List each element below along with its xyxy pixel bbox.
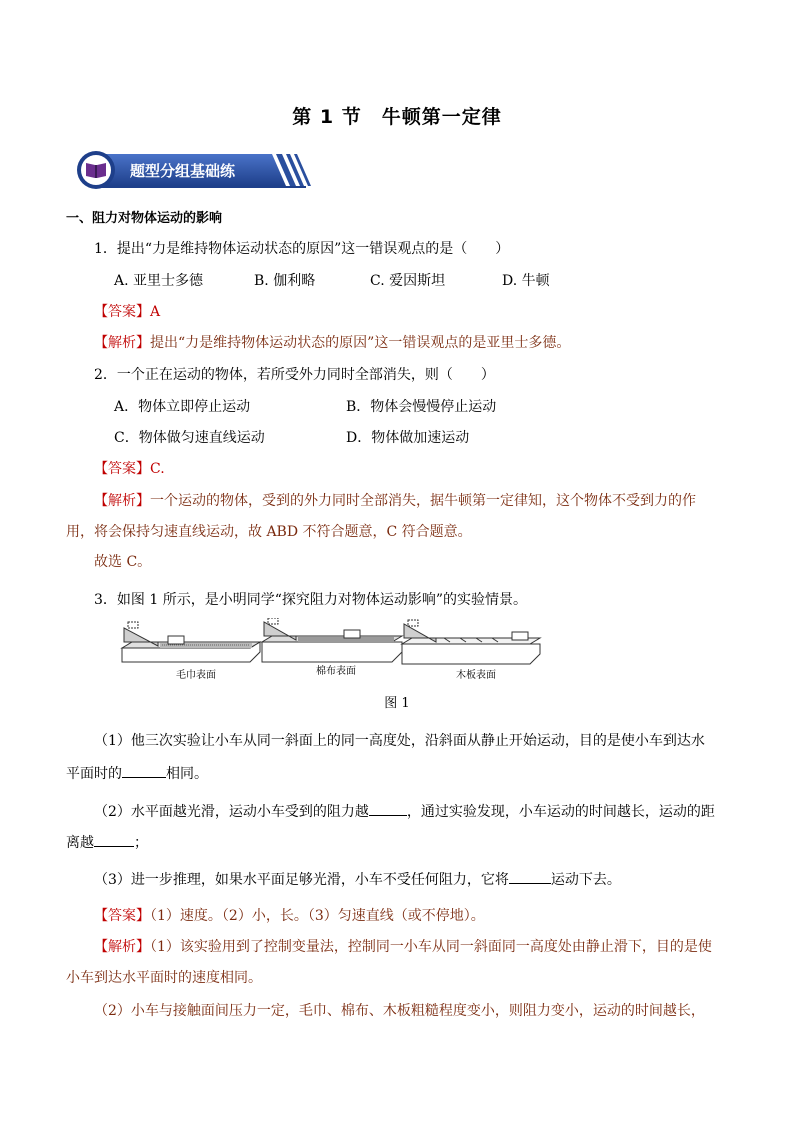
q1-option-a: A. 亚里士多德	[114, 273, 204, 289]
figure-label-wood: 木板表面	[456, 670, 496, 681]
analysis-tag: 【解析】	[94, 939, 150, 955]
q3-analysis-line1	[94, 936, 712, 956]
q3-stem: 3．如图 1 所示，是小明同学“探究阻力对物体运动影响”的实验情景。	[94, 592, 528, 608]
section-heading: 一、阻力对物体运动的影响	[66, 211, 223, 226]
book-icon	[86, 163, 106, 178]
text-segment: ；	[134, 835, 148, 851]
answer-tag: 【答案】	[94, 908, 150, 924]
q3-sub3	[94, 869, 621, 889]
page-title: 第 1 节 牛顿第一定律	[292, 106, 502, 128]
fill-blank[interactable]	[94, 834, 134, 847]
q1-answer	[94, 301, 160, 321]
answer-value: （1）速度。（2）小，长。（3）匀速直线（或不停地）。	[150, 908, 485, 924]
answer-value: A	[150, 304, 161, 320]
fill-blank[interactable]	[509, 871, 551, 884]
q3-sub1-line2	[66, 763, 208, 783]
q2-option-c: C．物体做匀速直线运动	[114, 430, 265, 446]
q1-option-b: B. 伽利略	[254, 273, 316, 289]
q3-answer	[94, 905, 485, 925]
q3-analysis-line2: 小车到达水平面时的速度相同。	[66, 970, 262, 986]
q1-analysis	[94, 332, 570, 352]
q3-sub2-line2	[66, 832, 148, 852]
answer-tag: 【答案】	[94, 461, 150, 477]
text-segment: 离越	[66, 835, 94, 851]
answer-value: C.	[150, 461, 165, 477]
q2-answer	[94, 458, 165, 478]
answer-tag: 【答案】	[94, 304, 150, 320]
figure-label-towel: 毛巾表面	[176, 670, 216, 681]
q1-option-c: C. 爱因斯坦	[370, 273, 446, 289]
fill-blank[interactable]	[122, 765, 166, 778]
q1-option-d: D. 牛顿	[502, 273, 550, 289]
q2-option-d: D．物体做加速运动	[346, 430, 470, 446]
text-segment: （2）水平面越光滑，运动小车受到的阻力越	[94, 804, 369, 820]
section-banner	[76, 150, 312, 190]
fill-blank[interactable]	[369, 803, 407, 816]
banner-label: 题型分组基础练	[130, 162, 236, 180]
text-segment: 平面时的	[66, 766, 122, 782]
figure-caption: 图 1	[384, 696, 410, 711]
q3-analysis-line3: （2）小车与接触面间压力一定，毛巾、棉布、木板粗糙程度变小，则阻力变小，运动的时间越长，	[94, 1003, 705, 1019]
q2-option-b: B．物体会慢慢停止运动	[346, 399, 497, 415]
q2-option-a: A．物体立即停止运动	[114, 399, 251, 415]
figure-label-cotton: 棉布表面	[316, 666, 356, 677]
q2-stem: 2．一个正在运动的物体，若所受外力同时全部消失，则（ ）	[94, 367, 495, 383]
text-segment: 运动下去。	[550, 872, 621, 888]
text-segment: 相同。	[166, 766, 208, 782]
q1-stem: 1．提出“力是维持物体运动状态的原因”这一错误观点的是（ ）	[94, 241, 510, 257]
q2-analysis-line1	[94, 490, 696, 510]
cotton-surface-panel	[262, 618, 402, 662]
text-segment: ，通过实验发现，小车运动的时间越长，运动的距	[406, 804, 715, 820]
q2-conclusion: 故选 C。	[94, 554, 152, 570]
wood-surface-panel	[402, 620, 540, 664]
q3-sub2-line1	[94, 801, 715, 821]
analysis-tag: 【解析】	[94, 335, 150, 351]
towel-surface-panel	[122, 622, 260, 662]
analysis-text: （1）该实验用到了控制变量法，控制同一小车从同一斜面同一高度处由静止滑下，目的是使	[150, 939, 712, 955]
q3-sub1-line1: （1）他三次实验让小车从同一斜面上的同一高度处，沿斜面从静止开始运动，目的是使小车到达水	[94, 733, 705, 749]
analysis-tag: 【解析】	[94, 493, 150, 509]
figure-1	[120, 618, 544, 682]
analysis-text: 提出“力是维持物体运动状态的原因”这一错误观点的是亚里士多德。	[150, 335, 571, 351]
text-segment: （3）进一步推理，如果水平面足够光滑，小车不受任何阻力，它将	[94, 872, 509, 888]
analysis-text: 一个运动的物体，受到的外力同时全部消失，据牛顿第一定律知，这个物体不受到力的作	[150, 493, 696, 509]
q2-analysis-line2: 用，将会保持匀速直线运动，故 ABD 不符合题意，C 符合题意。	[66, 524, 472, 540]
